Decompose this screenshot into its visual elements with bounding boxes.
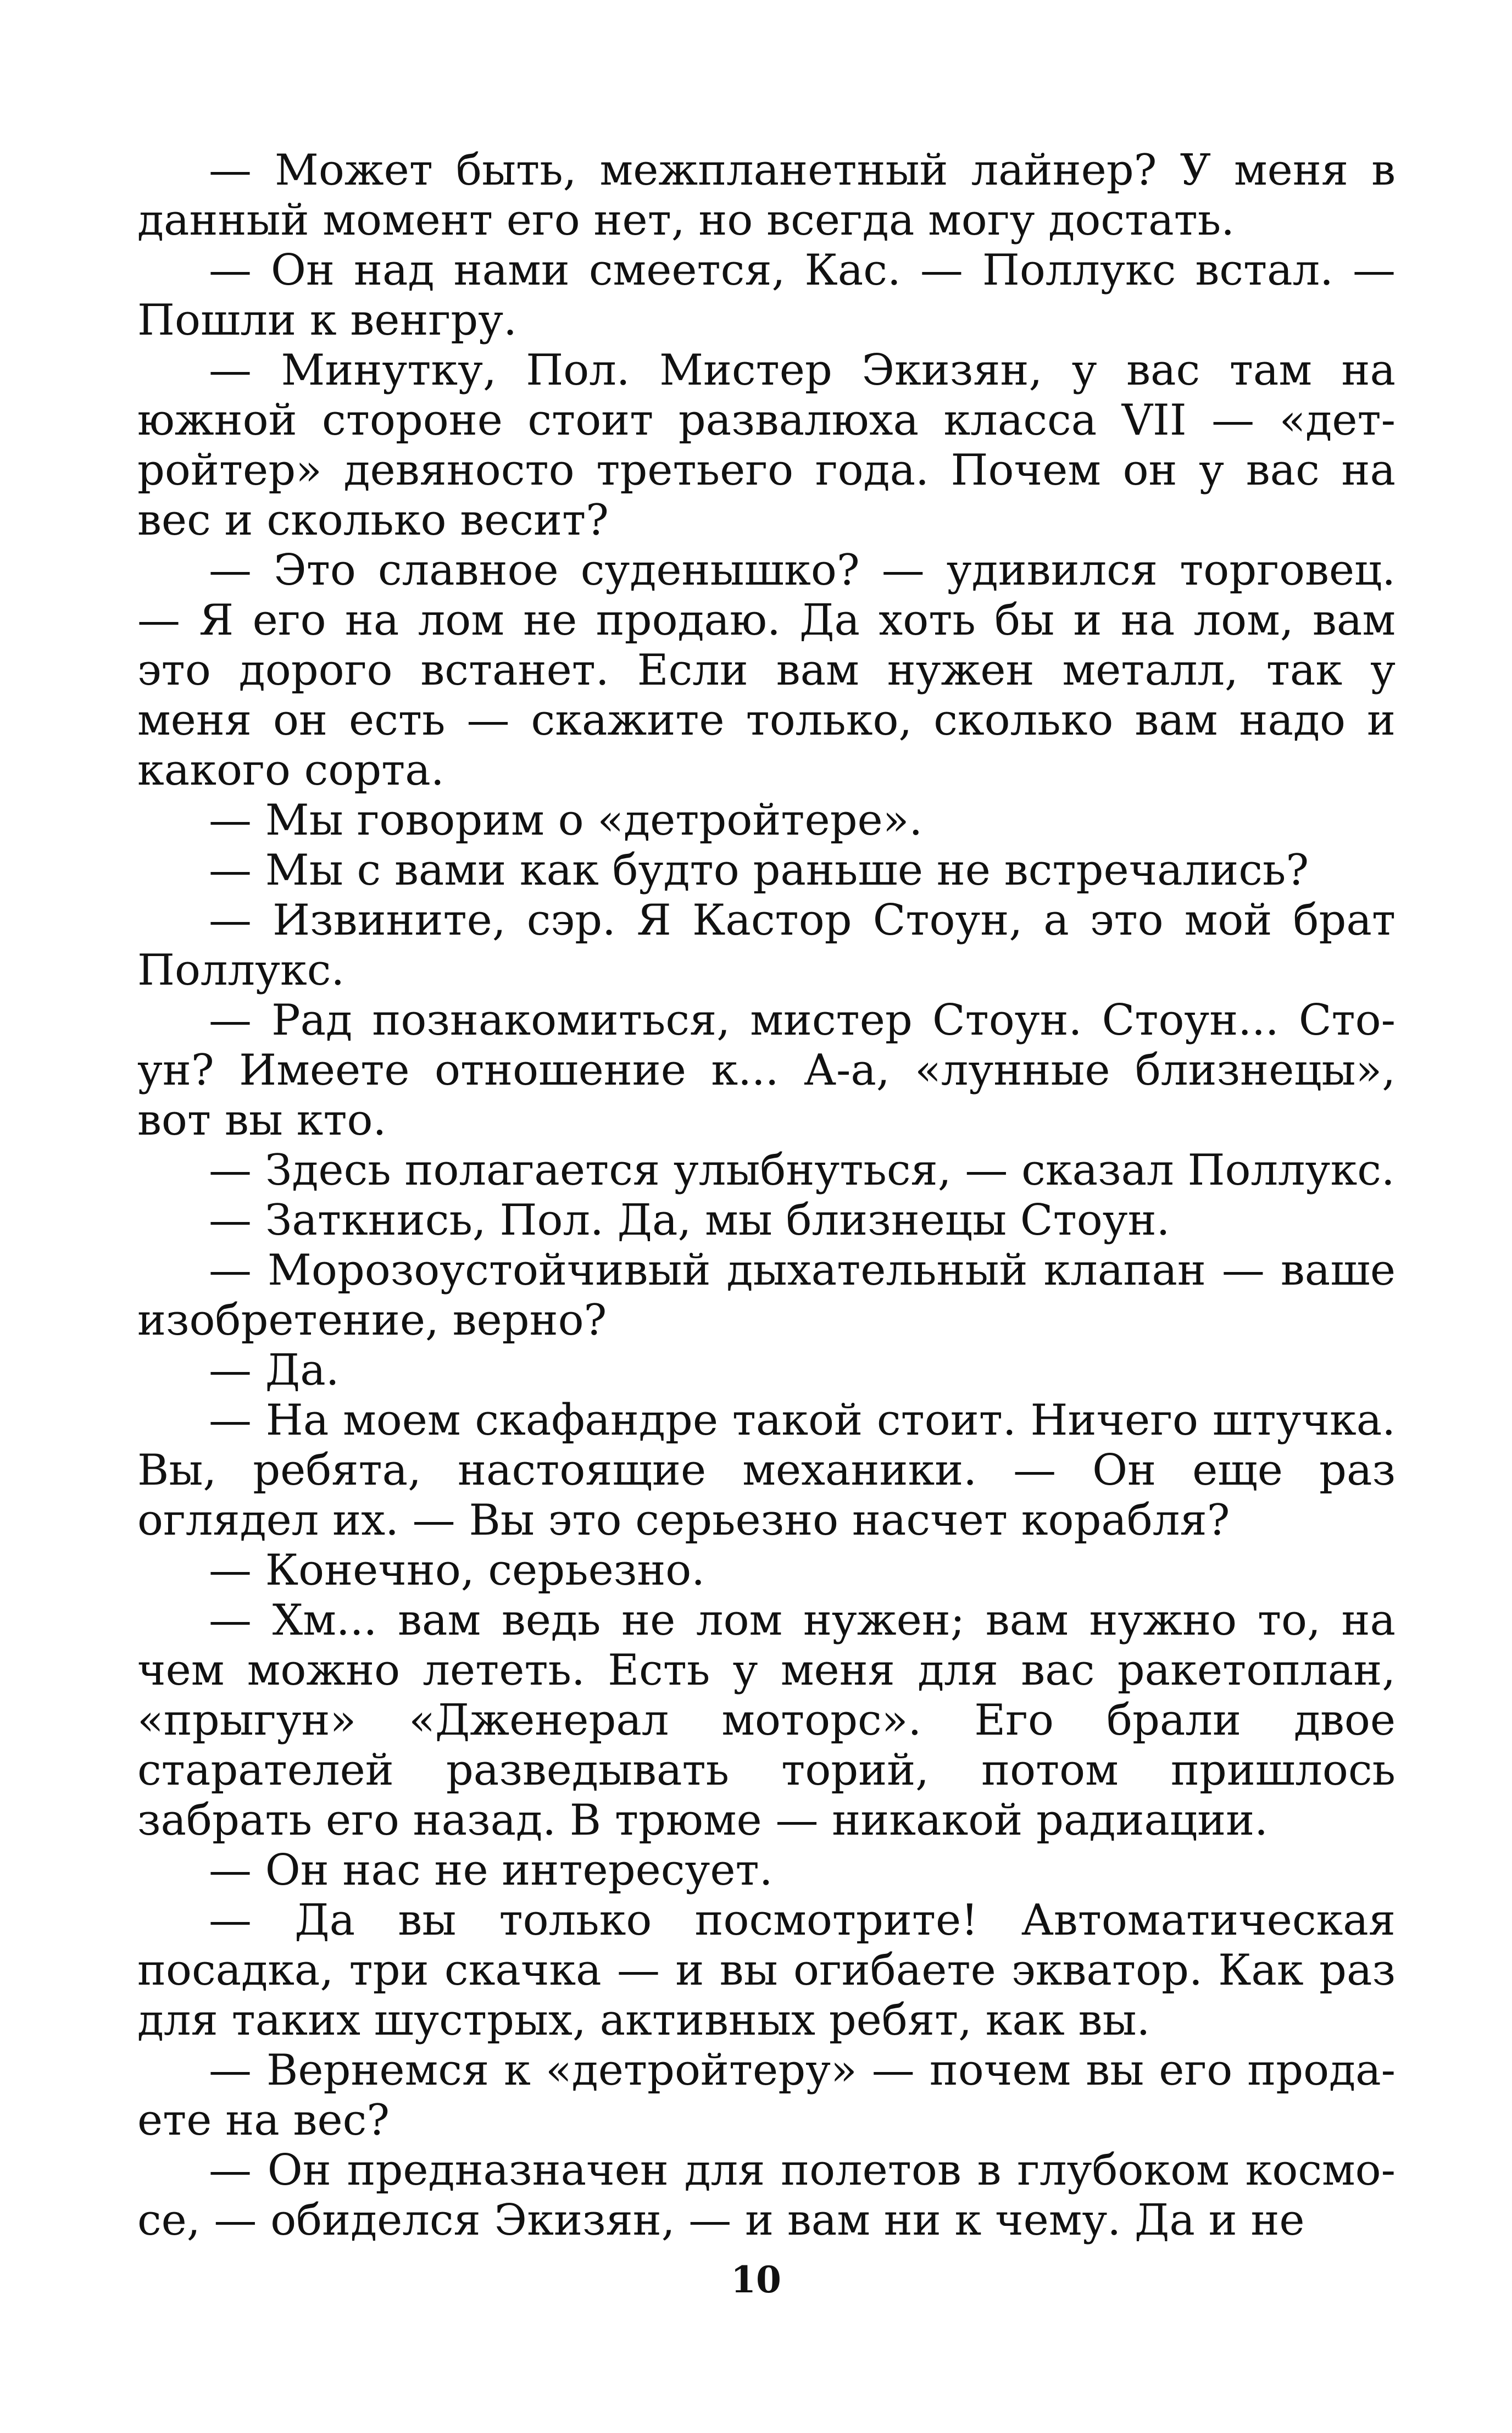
paragraph: — Хм... вам ведь не лом нужен; вам нужно то, на чем можно лететь. Есть у меня для вас ракетоплан, «прыгун» «Дженерал моторс». Его брали двое старателей разведывать торий, потом пришлось забрать его назад. В трюме — никакой радиации. <box>137 1596 1396 1845</box>
paragraph: — Он над нами смеется, Кас. — Поллукс встал. — Пошли к венгру. <box>137 246 1396 345</box>
paragraph: — Вернемся к «детройтеру» — почем вы его продаете на вес? <box>137 2046 1396 2145</box>
paragraph: — Да вы только посмотрите! Автоматическая посадка, три скачка — и вы огибаете экватор. Как раз для таких шустрых, активных ребят, как вы. <box>137 1896 1396 2045</box>
paragraph: — Рад познакомиться, мистер Стоун. Стоун... Стоун? Имеете отношение к... А-а, «лунные близнецы», вот вы кто. <box>137 996 1396 1145</box>
paragraph: — На моем скафандре такой стоит. Ничего штучка. Вы, ребята, настоящие механики. — Он еще раз оглядел их. — Вы это серьезно насчет корабля? <box>137 1396 1396 1545</box>
paragraph: — Может быть, межпланетный лайнер? У меня в данный момент его нет, но всегда могу достать. <box>137 146 1396 245</box>
paragraph: — Мы с вами как будто раньше не встречались? <box>209 846 1309 895</box>
paragraph: — Это славное суденышко? — удивился торговец. — Я его на лом не продаю. Да хоть бы и на лом, вам это дорого встанет. Если вам нужен металл, так у меня он есть — скажите только, сколько вам надо и какого сорта. <box>137 546 1396 795</box>
paragraph: — Конечно, серьезно. <box>209 1546 705 1595</box>
paragraph: — Да. <box>209 1346 340 1395</box>
book-page-text <box>137 146 1396 2246</box>
paragraph: — Извините, сэр. Я Кастор Стоун, а это мой брат Поллукс. <box>137 896 1396 995</box>
paragraph: — Он нас не интересует. <box>209 1846 773 1895</box>
paragraph: — Мы говорим о «детройтере». <box>209 796 923 845</box>
paragraph: — Минутку, Пол. Мистер Экизян, у вас там на южной стороне стоит развалюха класса VII — «детройтер» девяносто третьего года. Почем он у вас на вес и сколько весит? <box>137 346 1396 545</box>
paragraph: — Здесь полагается улыбнуться, — сказал Поллукс. <box>209 1146 1395 1195</box>
paragraph: — Морозоустойчивый дыхательный клапан — ваше изобретение, верно? <box>137 1246 1396 1345</box>
paragraph: — Он предназначен для полетов в глубоком космосе, — обиделся Экизян, — и вам ни к чему. Да и не <box>137 2146 1396 2245</box>
paragraph: — Заткнись, Пол. Да, мы близнецы Стоун. <box>209 1196 1170 1245</box>
page-number: 10 <box>731 2258 781 2301</box>
